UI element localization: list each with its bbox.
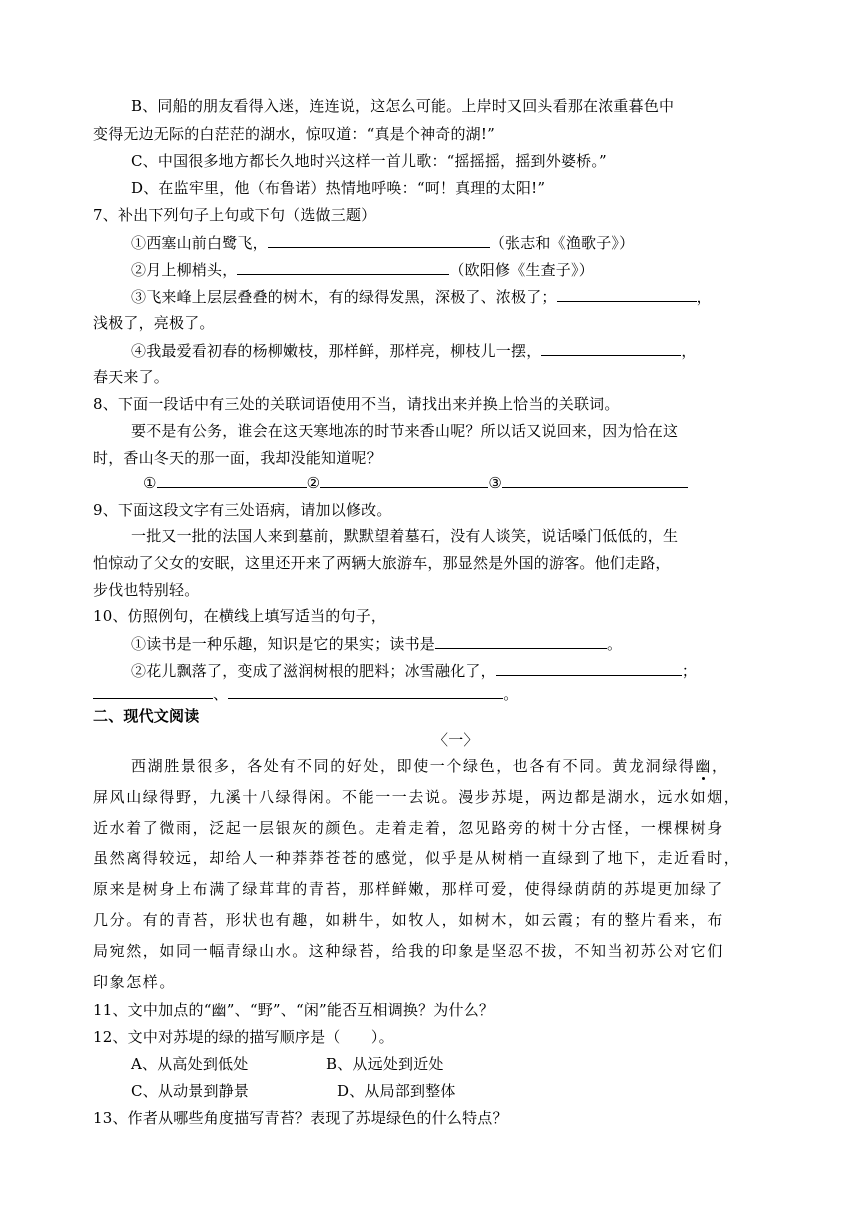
passage-line-1-text: 西湖胜景很多，各处有不同的好处，即使一个绿色，也各有不同。黄龙洞绿得 (131, 757, 696, 775)
q8-blank-2[interactable] (320, 472, 488, 488)
dotted-char-you: 幽 (695, 757, 713, 775)
q12-option-b: B、从远处到近处 (326, 1055, 444, 1073)
q8-blank-3[interactable] (502, 472, 688, 488)
passage-line-3: 近水着了微雨，泛起一层银灰的颜色。走着走着，忽见路旁的树十分古怪，一棵棵树身 (93, 819, 724, 837)
q10-item-1-end: 。 (607, 635, 623, 653)
q10-item-2-blank-1[interactable] (496, 660, 682, 676)
q12-option-c: C、从动景到静景 (131, 1082, 250, 1100)
q6-option-b-line1: B、同船的朋友看得入迷，连连说，这怎么可能。上岸时又回头看那在浓重暮色中 (131, 97, 675, 115)
q8-blank-1[interactable] (157, 472, 307, 488)
q10-item-2-semicolon: ； (681, 662, 698, 680)
q8-answer-row (143, 472, 688, 493)
q9-paragraph-line2: 怕惊动了父女的安眠，这里还开来了两辆大旅游车，那显然是外国的游客。他们走路， (93, 554, 671, 572)
q12-title: 12、文中对苏堤的绿的描写顺序是（ ）。 (93, 1028, 394, 1046)
passage-line-1 (131, 756, 729, 776)
q10-title: 10、仿照例句，在横线上填写适当的句子， (93, 607, 387, 625)
passage-line-5: 原来是树身上布满了绿茸茸的青苔，那样鲜嫩，那样可爱，使得绿荫荫的苏堤更加绿了 (93, 880, 724, 898)
q10-item-2-blank-3[interactable] (228, 683, 503, 699)
q7-item-4-line1 (131, 340, 697, 361)
q8-paragraph-line2: 时，香山冬天的那一面，我却没能知道呢？ (93, 449, 382, 467)
q10-item-2-line2 (93, 683, 518, 704)
q10-item-2-line1 (131, 660, 697, 681)
q10-item-2-blank-2[interactable] (93, 683, 213, 699)
q7-item-3-line2: 浅极了，亮极了。 (93, 314, 215, 332)
q7-item-4-text: ④我最爱看初春的杨柳嫩枝，那样鲜，那样亮，柳枝儿一摆， (131, 342, 542, 360)
q7-item-3-text: ③飞来峰上层层叠叠的树木，有的绿得发黑，深极了、浓极了； (131, 288, 557, 306)
q12-option-d: D、从局部到整体 (337, 1082, 456, 1100)
q7-item-3-blank[interactable] (557, 286, 697, 302)
q7-title: 7、补出下列句子上句或下句（选做三题） (93, 206, 377, 224)
passage-number: 〈一〉 (433, 731, 479, 749)
q12-option-a: A、从高处到低处 (131, 1055, 249, 1073)
q13: 13、作者从哪些角度描写青苔？表现了苏堤绿色的什么特点？ (93, 1109, 508, 1127)
q6-option-c: C、中国很多地方都长久地时兴这样一首儿歌：“摇摇摇，摇到外婆桥。” (131, 152, 607, 170)
q8-marker-3: ③ (488, 474, 502, 492)
q7-item-2-text: ②月上柳梢头， (131, 261, 238, 279)
q7-item-4-comma: ， (681, 342, 697, 360)
q10-item-2-period: 。 (503, 685, 519, 703)
q7-item-1-blank[interactable] (268, 232, 490, 248)
q8-marker-1: ① (143, 474, 157, 492)
passage-line-8: 印象怎样。 (93, 973, 177, 991)
passage-line-6: 几分。有的青苔，形状也有趣，如耕牛，如牧人，如树木，如云霞；有的整片看来，布 (93, 911, 724, 929)
section-2-heading: 二、现代文阅读 (93, 707, 200, 725)
q7-item-1 (131, 232, 634, 253)
q11: 11、文中加点的“幽”、“野”、“闲”能否互相调换？为什么？ (93, 1001, 495, 1019)
q10-item-2-separator: 、 (213, 685, 229, 703)
q7-item-1-source: （张志和《渔歌子》） (489, 234, 635, 252)
q10-item-1 (131, 633, 622, 654)
q6-option-d: D、在监牢里，他（布鲁诺）热情地呼唤：“呵！真理的太阳!” (131, 179, 546, 197)
q7-item-1-text: ①西塞山前白鹭飞， (131, 234, 268, 252)
passage-line-7: 局宛然，如同一幅青绿山水。这种绿苔，给我的印象是坚忍不拔，不知当初苏公对它们 (93, 942, 724, 960)
q7-item-3-line1 (131, 286, 712, 307)
q10-item-2-text: ②花儿飘落了，变成了滋润树根的肥料；冰雪融化了， (131, 662, 496, 680)
q7-item-4-blank[interactable] (541, 340, 681, 356)
q7-item-2-source: （欧阳修《生查子》） (449, 261, 594, 279)
q7-item-2 (131, 259, 594, 280)
q6-option-b-line2: 变得无边无际的白茫茫的湖水，惊叹道：“真是个神奇的湖!” (93, 125, 495, 143)
passage-line-2: 屏风山绿得野，九溪十八绿得闲。不能一一去说。漫步苏堤，两边都是湖水，远水如烟， (93, 788, 741, 806)
q10-item-1-text: ①读书是一种乐趣，知识是它的果实；读书是 (131, 635, 436, 653)
q10-item-1-blank[interactable] (435, 633, 607, 649)
q7-item-2-blank[interactable] (237, 259, 449, 275)
q8-title: 8、下面一段话中有三处的关联词语使用不当，请找出来并换上恰当的关联词。 (93, 395, 620, 413)
q7-item-4-line2: 春天来了。 (93, 368, 170, 386)
q8-paragraph-line1: 要不是有公务，谁会在这天寒地冻的时节来香山呢？所以话又说回来，因为恰在这 (131, 422, 679, 440)
passage-line-1-comma: ， (712, 757, 729, 775)
q7-item-3-comma: ， (696, 288, 712, 306)
passage-line-4: 虽然离得较远，却给人一种莽莽苍苍的感觉，似乎是从树梢一直绿到了地下，走近看时， (93, 849, 741, 867)
q8-marker-2: ② (306, 474, 321, 492)
q9-paragraph-line3: 步伐也特别轻。 (93, 581, 200, 599)
q9-title: 9、下面这段文字有三处语病，请加以修改。 (93, 501, 392, 519)
q9-paragraph-line1: 一批又一批的法国人来到墓前，默默望着墓石，没有人谈笑，说话嗓门低低的，生 (131, 527, 679, 545)
